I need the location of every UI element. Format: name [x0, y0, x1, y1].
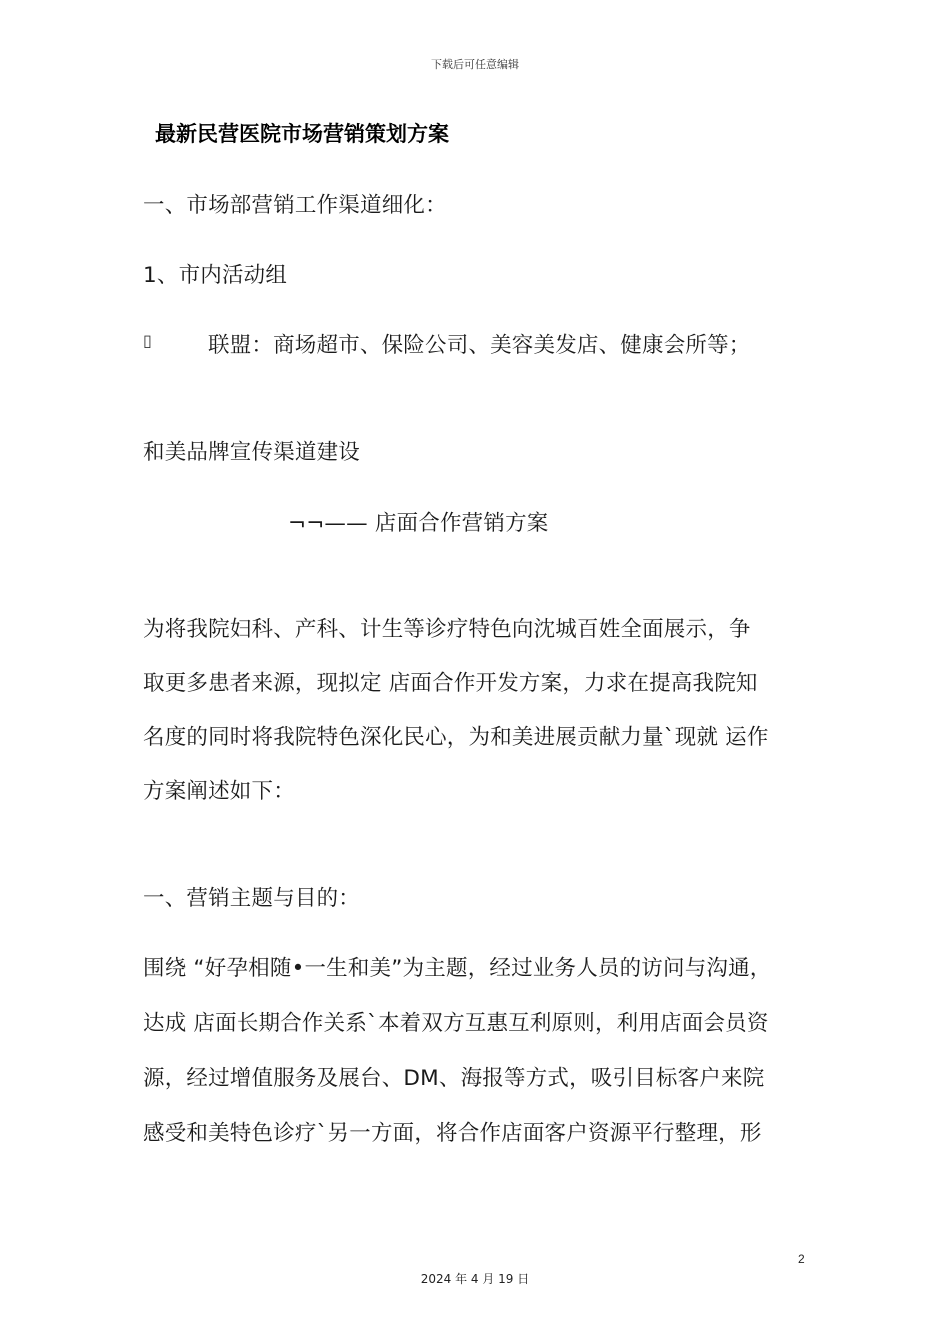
footer-date: 2024 年 4 月 19 日 — [420, 1272, 530, 1286]
page-number: 2 — [798, 1252, 805, 1266]
plan-title: 和美品牌宣传渠道建设 — [143, 440, 361, 465]
plan-subtitle: ¬¬—— 店面合作营销方案 — [288, 511, 549, 536]
paragraph-line: 为将我院妇科、产科、计生等诊疗特色向沈城百姓全面展示，争 — [143, 617, 751, 642]
document-title: 最新民营医院市场营销策划方案 — [155, 122, 449, 146]
paragraph-line: 达成 店面长期合作关系`本着双方互惠互利原则，利用店面会员资 — [143, 1011, 769, 1036]
paragraph-line: 方案阐述如下： — [143, 779, 295, 804]
section-heading-channels: 一、市场部营销工作渠道细化： — [143, 193, 447, 218]
bullet-item-alliance: 联盟：商场超市、保险公司、美容美发店、健康会所等； — [208, 333, 751, 358]
paragraph-line: 名度的同时将我院特色深化民心，为和美进展贡献力量`现就 运作 — [143, 725, 769, 750]
subsection-heading-city-activity: 1、市内活动组 — [143, 263, 288, 288]
paragraph-line: 围绕 “好孕相随•一生和美”为主题，经过业务人员的访问与沟通， — [143, 956, 772, 981]
paragraph-line: 源，经过增值服务及展台、DM、海报等方式，吸引目标客户来院 — [143, 1066, 765, 1091]
bullet-icon: ▯ — [143, 331, 152, 350]
header-note: 下载后可任意编辑 — [431, 58, 519, 71]
paragraph-line: 取更多患者来源，现拟定 店面合作开发方案，力求在提高我院知 — [143, 671, 758, 696]
paragraph-line: 感受和美特色诊疗`另一方面，将合作店面客户资源平行整理，形 — [143, 1121, 762, 1146]
section-heading-theme: 一、营销主题与目的： — [143, 886, 361, 911]
